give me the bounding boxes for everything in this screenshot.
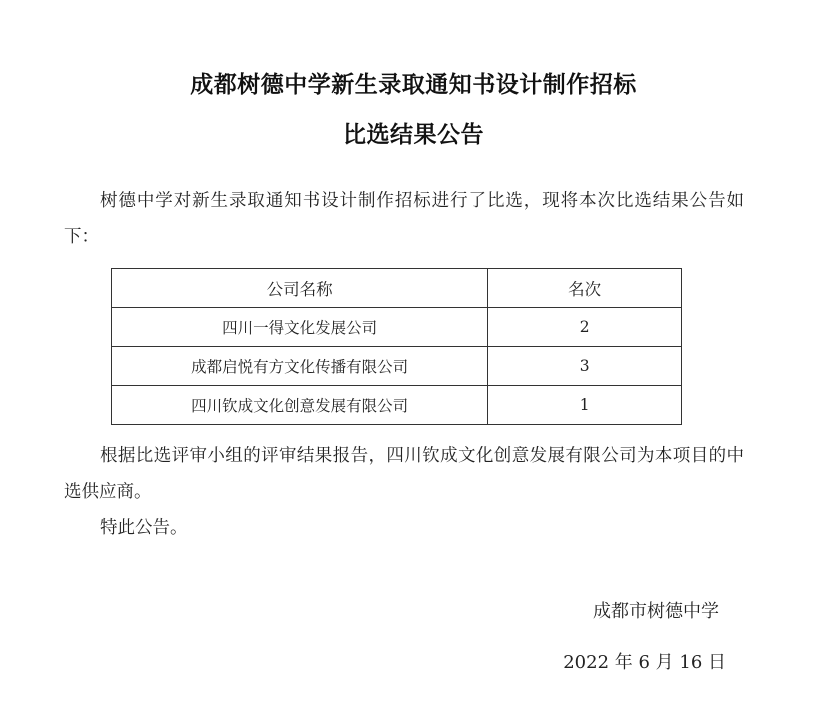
rank-cell: 1 xyxy=(488,386,682,425)
table-row xyxy=(112,308,682,347)
header-company-name: 公司名称 xyxy=(112,269,488,308)
signature-organization: 成都市树德中学 xyxy=(593,601,719,622)
table-row xyxy=(112,347,682,386)
publication-date: 2022 年 6 月 16 日 xyxy=(563,652,726,673)
table-row xyxy=(112,386,682,425)
document-title-line2: 比选结果公告 xyxy=(343,122,484,148)
header-rank: 名次 xyxy=(488,269,682,308)
conclusion-paragraph: 根据比选评审小组的评审结果报告，四川钦成文化创意发展有限公司为本项目的中选供应商。 xyxy=(64,446,744,502)
rank-cell: 3 xyxy=(488,347,682,386)
document-title-line1: 成都树德中学新生录取通知书设计制作招标 xyxy=(190,72,637,98)
results-table xyxy=(111,268,682,425)
company-name-cell: 四川钦成文化创意发展有限公司 xyxy=(112,386,488,425)
table-header-row xyxy=(112,269,682,308)
company-name-cell: 成都启悦有方文化传播有限公司 xyxy=(112,347,488,386)
special-notice: 特此公告。 xyxy=(100,518,188,538)
rank-cell: 2 xyxy=(488,308,682,347)
company-name-cell: 四川一得文化发展公司 xyxy=(112,308,488,347)
intro-paragraph: 树德中学对新生录取通知书设计制作招标进行了比选，现将本次比选结果公告如下： xyxy=(64,191,744,247)
